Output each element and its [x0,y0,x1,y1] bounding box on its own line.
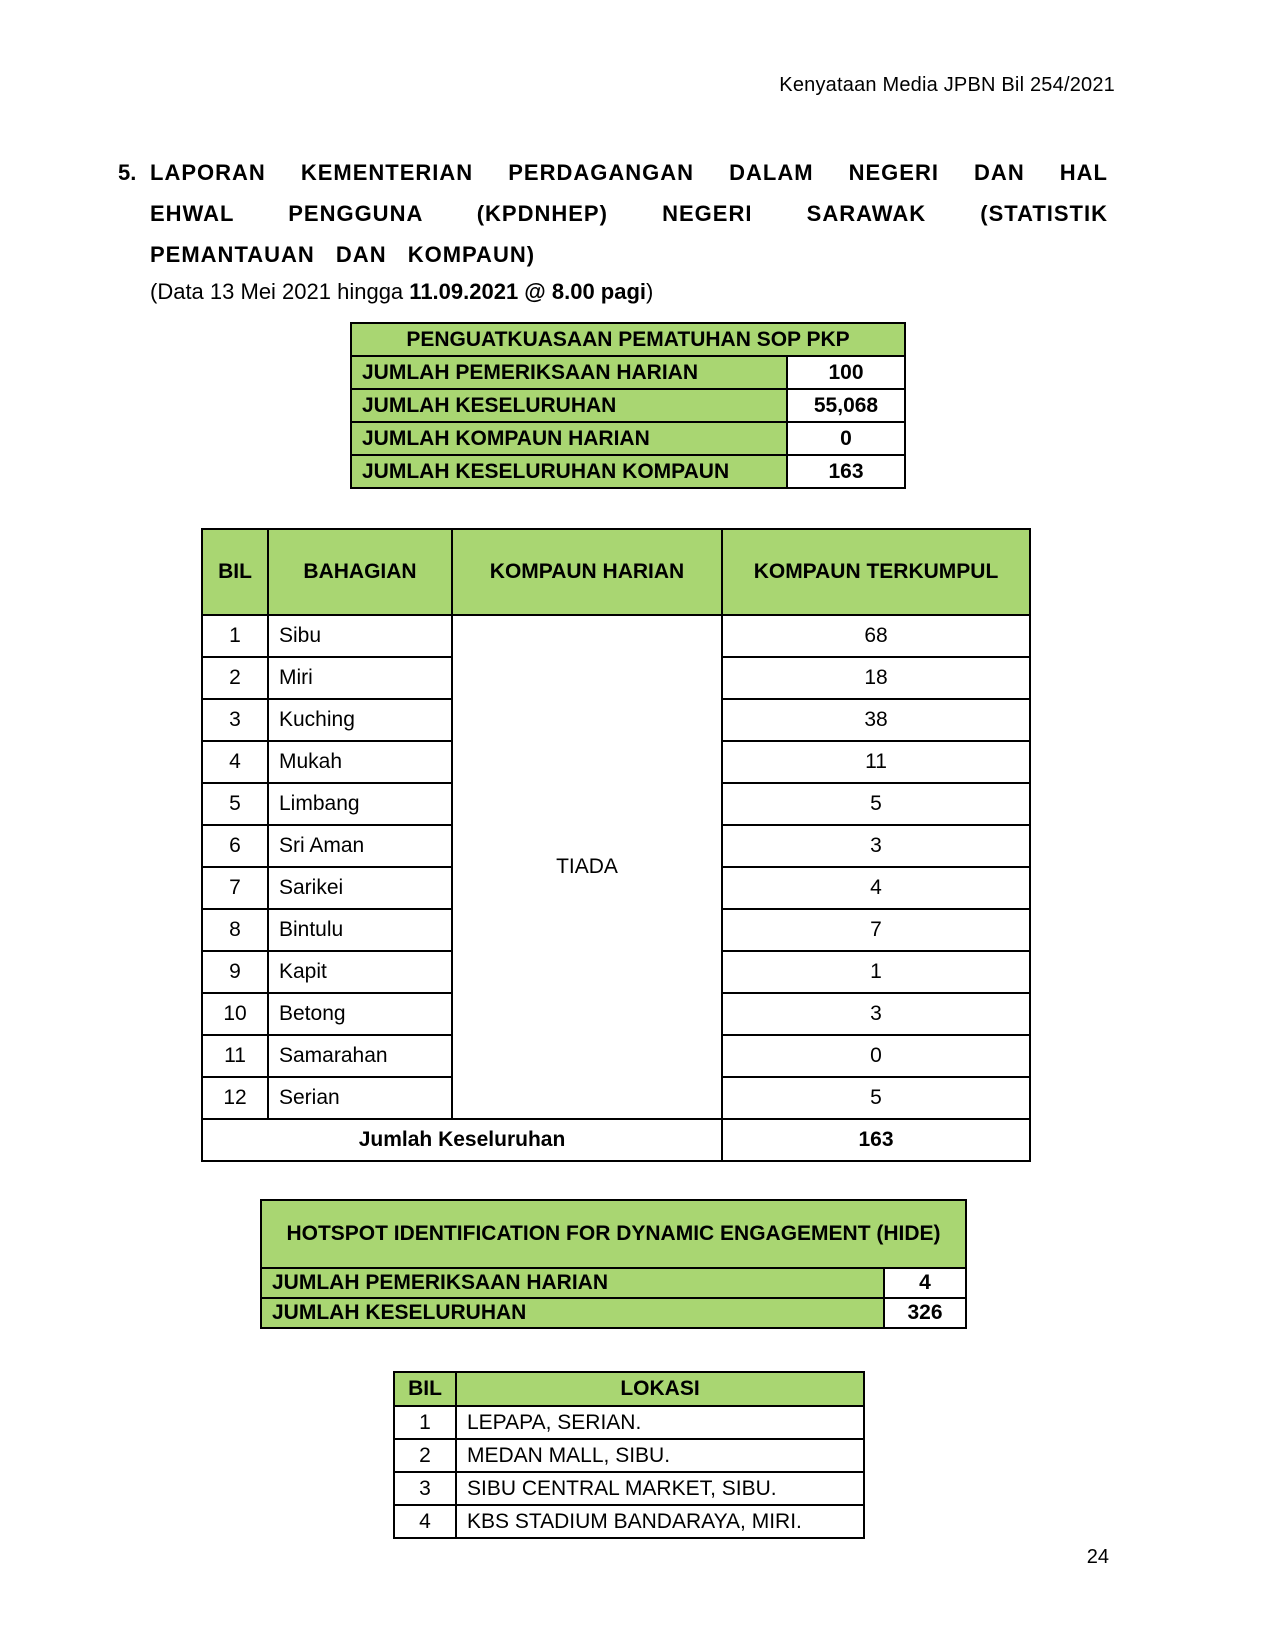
cell-bil: 4 [394,1505,456,1538]
cell-bil: 2 [202,657,268,699]
cell-lokasi: MEDAN MALL, SIBU. [456,1439,864,1472]
cell-bahagian: Sarikei [268,867,452,909]
kompaun-table [201,528,1031,1162]
cell-terkumpul: 1 [722,951,1030,993]
cell-bil: 10 [202,993,268,1035]
row-value: 326 [884,1298,966,1328]
table-row [261,1298,966,1328]
cell-bil: 5 [202,783,268,825]
cell-bahagian: Betong [268,993,452,1035]
cell-bil: 12 [202,1077,268,1119]
cell-terkumpul: 3 [722,825,1030,867]
row-value: 0 [787,422,905,455]
cell-bahagian: Samarahan [268,1035,452,1077]
row-value: 100 [787,356,905,389]
cell-bil: 4 [202,741,268,783]
row-label: JUMLAH KESELURUHAN [261,1298,884,1328]
table-row [394,1406,864,1439]
date-bold: 11.09.2021 @ 8.00 pagi [409,279,647,304]
row-label: JUMLAH PEMERIKSAAN HARIAN [261,1268,884,1298]
cell-bil: 3 [394,1472,456,1505]
row-label: JUMLAH KESELURUHAN [351,389,787,422]
table-total-row [202,1119,1030,1161]
table-row [261,1268,966,1298]
cell-terkumpul: 11 [722,741,1030,783]
cell-terkumpul: 68 [722,615,1030,657]
cell-bil: 6 [202,825,268,867]
cell-terkumpul: 5 [722,1077,1030,1119]
date-suffix: ) [646,279,654,304]
cell-lokasi: SIBU CENTRAL MARKET, SIBU. [456,1472,864,1505]
table-row [394,1439,864,1472]
cell-terkumpul: 38 [722,699,1030,741]
header-bil: BIL [394,1372,456,1406]
hide-table-title: HOTSPOT IDENTIFICATION FOR DYNAMIC ENGAGEMENT (HIDE) [261,1200,966,1268]
cell-bahagian: Sibu [268,615,452,657]
cell-terkumpul: 4 [722,867,1030,909]
cell-bahagian: Miri [268,657,452,699]
cell-terkumpul: 7 [722,909,1030,951]
cell-bahagian: Limbang [268,783,452,825]
table-row [394,1472,864,1505]
cell-terkumpul: 5 [722,783,1030,825]
cell-lokasi: KBS STADIUM BANDARAYA, MIRI. [456,1505,864,1538]
hide-table [260,1199,967,1329]
cell-bahagian: Sri Aman [268,825,452,867]
row-label: JUMLAH PEMERIKSAAN HARIAN [351,356,787,389]
total-value: 163 [722,1119,1030,1161]
row-value: 4 [884,1268,966,1298]
sop-table-title: PENGUATKUASAAN PEMATUHAN SOP PKP [351,323,905,356]
table-row [351,356,905,389]
table-row [351,422,905,455]
cell-lokasi: LEPAPA, SERIAN. [456,1406,864,1439]
table-row [351,389,905,422]
table-row [394,1505,864,1538]
table-row [351,455,905,488]
cell-terkumpul: 18 [722,657,1030,699]
cell-bil: 11 [202,1035,268,1077]
sop-enforcement-table [350,322,906,489]
table-header-row [202,529,1030,615]
row-value: 163 [787,455,905,488]
cell-bahagian: Mukah [268,741,452,783]
row-label: JUMLAH KOMPAUN HARIAN [351,422,787,455]
table-row [202,615,1030,657]
section-title: LAPORAN KEMENTERIAN PERDAGANGAN DALAM NEGERI DAN HAL EHWAL PENGGUNA (KPDNHEP) NEGERI SARAWAK (STATISTIK PEMANTAUAN DAN KOMPAUN) [150,160,1108,267]
cell-bil: 1 [202,615,268,657]
cell-bahagian: Kuching [268,699,452,741]
cell-terkumpul: 3 [722,993,1030,1035]
lokasi-table [393,1371,865,1539]
header-kompaun-harian: KOMPAUN HARIAN [452,529,722,615]
cell-kompaun-harian-merged: TIADA [452,615,722,1119]
header-bil: BIL [202,529,268,615]
document-reference: Kenyataan Media JPBN Bil 254/2021 [779,74,1115,96]
header-kompaun-terkumpul: KOMPAUN TERKUMPUL [722,529,1030,615]
row-value: 55,068 [787,389,905,422]
cell-bahagian: Kapit [268,951,452,993]
header-lokasi: LOKASI [456,1372,864,1406]
cell-bil: 9 [202,951,268,993]
total-label: Jumlah Keseluruhan [202,1119,722,1161]
row-label: JUMLAH KESELURUHAN KOMPAUN [351,455,787,488]
date-prefix: (Data 13 Mei 2021 hingga [150,279,404,304]
cell-bil: 3 [202,699,268,741]
cell-bil: 8 [202,909,268,951]
data-period [150,279,653,305]
cell-bahagian: Serian [268,1077,452,1119]
header-bahagian: BAHAGIAN [268,529,452,615]
cell-bil: 1 [394,1406,456,1439]
cell-terkumpul: 0 [722,1035,1030,1077]
cell-bahagian: Bintulu [268,909,452,951]
section-number: 5. [118,160,137,185]
section-heading [118,152,1108,275]
cell-bil: 2 [394,1439,456,1472]
cell-bil: 7 [202,867,268,909]
page-number: 24 [1086,1546,1109,1568]
table-header-row [394,1372,864,1406]
